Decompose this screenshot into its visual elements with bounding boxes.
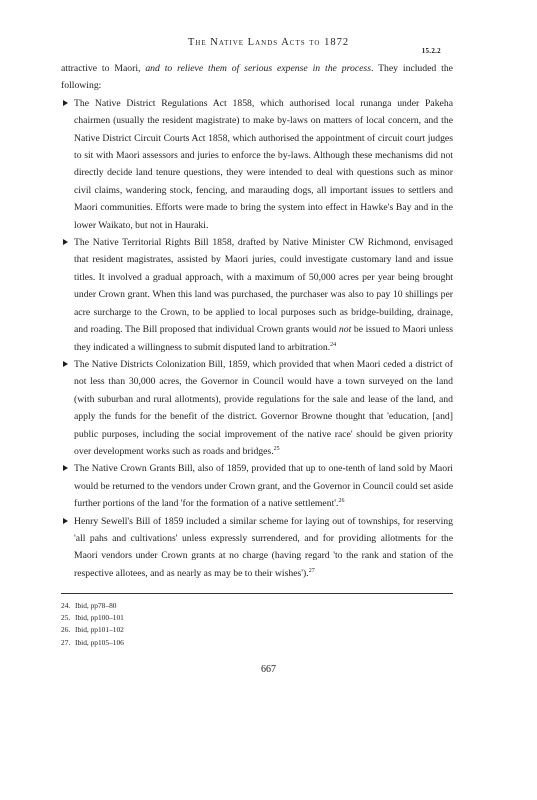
footnotes — [61, 600, 453, 649]
footnote: 25. Ibid, pp100–101 — [61, 613, 124, 623]
list-item: Henry Sewell's Bill of 1859 included a similar scheme for laying out of townships, for reserving 'all pahs and cultivations' unless expressly surrendered, and for providing allotments for the Maori vendors under Crown grants at no charge (having regard 'to the rank and station of the respective allotees, and as nearly as may be to their wishes').$^{27}$ — [61, 513, 453, 583]
footnote-reference[interactable]: 25 — [273, 445, 280, 452]
triangle-bullet-icon — [63, 100, 68, 106]
page-number: 667 — [261, 664, 276, 675]
footnote-divider — [61, 593, 453, 594]
section-number: 15.2.2 — [421, 47, 441, 55]
footnote-reference[interactable]: 27 — [308, 567, 315, 574]
intro-emphasis: and to relieve them of serious expense in the process — [145, 63, 371, 74]
footnote-reference[interactable]: 26 — [338, 497, 345, 504]
list-item: The Native District Regulations Act 1858, which authorised local runanga under Pakeha chairmen (usually the resident magistrate) to make by-laws on matters of local concern, and the Native District Circuit Courts Act 1858, which authorised the appointment of circuit court judges to sit with Maori assessors and juries to enforce the by-laws. Although these mechanisms did not directly decide land tenure questions, they were intended to deal with questions such as minor civil claims, wandering stock, fencing, and marauding dogs, all important issues to settlers and Maori communities. Efforts were made to bring the system into effect in Hawke's Bay and in the lower Waikato, but not in Hauraki. — [61, 95, 453, 234]
footnote: 27. Ibid, pp105–106 — [61, 637, 124, 647]
list-item: The Native Crown Grants Bill, also of 1859, provided that up to one-tenth of land sold by Maori would be returned to the vendors under Crown grant, and the Governor in Council could set aside further portions of the land 'for the formation of a native settlement'.$^{26}$ — [61, 460, 453, 512]
bullet-list — [61, 95, 453, 582]
footnote-reference[interactable]: 24 — [330, 341, 337, 348]
list-item: The Native Territorial Rights Bill 1858, drafted by Native Minister CW Richmond, envisaged that resident magistrates, assisted by Maori juries, could investigate customary land and issue titles. It involved a gradual approach, with a maximum of 50,000 acres per year being brought under Crown grant. When this land was purchased, the purchaser was also to pay 10 shillings per acre surcharge to the Crown, to be applied to local purposes such as bridge-building, drainage, and roading. The Bill proposed that individual Crown grants would not be issued to Maori unless they indicated a willingness to submit disputed land to arbitration.$^{24}$ — [61, 234, 453, 356]
item-emphasis: not — [338, 324, 352, 336]
triangle-bullet-icon — [63, 465, 68, 471]
running-header: The Native Lands Acts to 1872 — [187, 37, 350, 48]
triangle-bullet-icon — [63, 361, 68, 367]
footnote: 26. Ibid, pp101–102 — [61, 625, 124, 635]
body-text — [61, 60, 453, 582]
intro-paragraph: attractive to Maori, and to relieve them of serious expense in the process. They included the following: — [61, 63, 453, 92]
list-item: The Native Districts Colonization Bill, 1859, which provided that when Maori ceded a district of not less than 30,000 acres, the Governor in Council would have a town surveyed on the land (with suburban and rural allotments), provide regulations for the sale and lease of the land, and apply the funds for the benefit of the district. Governor Browne thought that 'education, [and] public purposes, including the social improvement of the native race' should be given priority over development works such as roads and bridges.$^{25}$ — [61, 356, 453, 460]
triangle-bullet-icon — [63, 239, 68, 245]
triangle-bullet-icon — [63, 518, 68, 524]
footnote: 24. Ibid, pp78–80 — [61, 601, 117, 610]
